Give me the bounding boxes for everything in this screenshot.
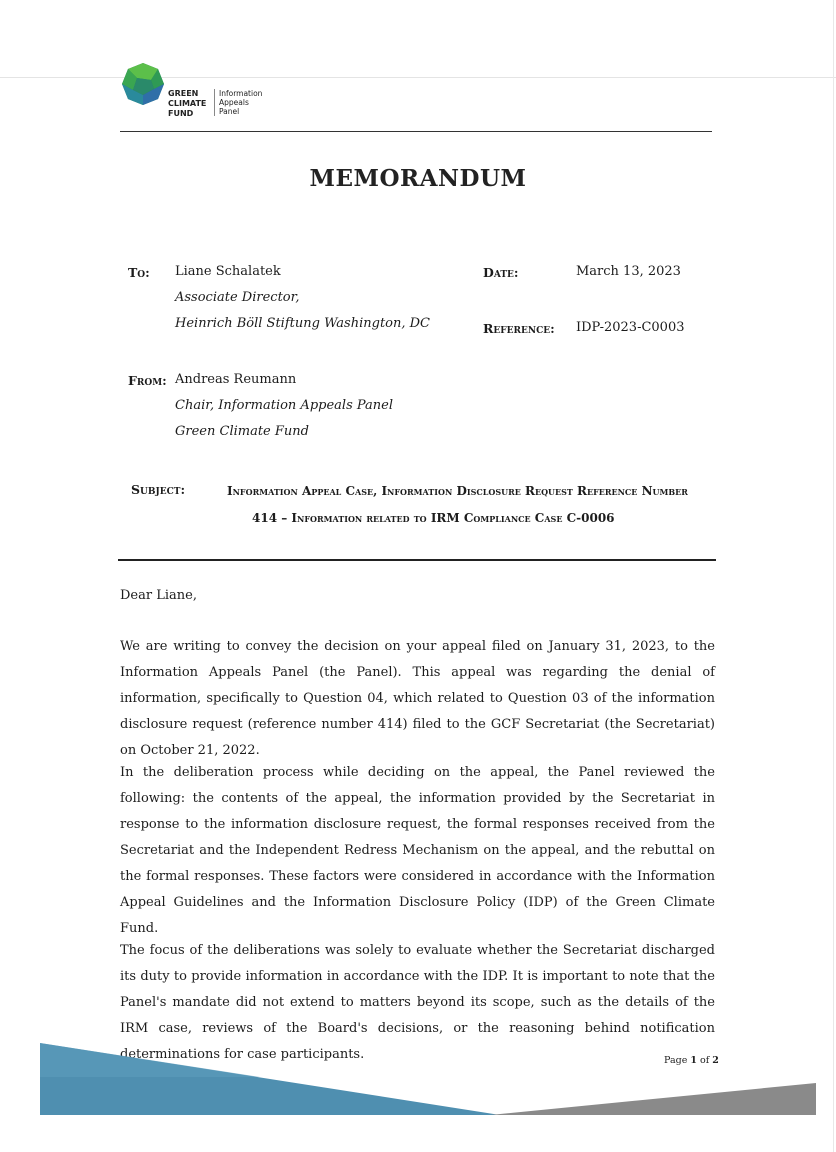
date-value: March 13, 2023 bbox=[576, 264, 681, 279]
subject-line-2: 414 – Information related to IRM Compliance Case C-0006 bbox=[252, 511, 615, 525]
body-paragraph: In the deliberation process while deciding on the appeal, the Panel reviewed the following: the contents of the appeal, the information provided by the Secretariat in response to the information disclosure request, the formal responses received from the Secretariat and the Independent Redress Mechanism on the appeal, and the rebuttal on the formal responses. These factors were considered in accordance with the Information Appeal Guidelines and the Information Disclosure Policy (IDP) of the Green Climate Fund. bbox=[120, 765, 715, 936]
reference-label: Reference: bbox=[483, 321, 555, 336]
globe-logo-icon bbox=[121, 62, 165, 106]
body-paragraph: The focus of the deliberations was solely to evaluate whether the Secretariat discharged its duty to provide information in accordance with the IDP. It is important to note that the Panel's mandate did not extend to matters beyond its scope, such as the details of the IRM case, reviews of the Board's decisions, or the reasoning behind notification determinations for case participants. bbox=[120, 943, 715, 1062]
memo-title: MEMORANDUM bbox=[309, 165, 527, 192]
from-label: From: bbox=[128, 373, 167, 388]
from-organization: Green Climate Fund bbox=[175, 424, 309, 439]
to-block bbox=[175, 259, 430, 337]
subject-text bbox=[227, 478, 737, 532]
logo-separator bbox=[214, 89, 215, 116]
logo-wordmark: GREEN CLIMATE FUND bbox=[168, 89, 207, 118]
to-organization: Heinrich Böll Stiftung Washington, DC bbox=[175, 316, 431, 331]
page-number: Page 1 of 2 bbox=[664, 1055, 719, 1066]
from-block bbox=[175, 367, 393, 445]
from-title: Chair, Information Appeals Panel bbox=[175, 398, 394, 413]
gcf-logo bbox=[121, 62, 321, 118]
from-name: Andreas Reumann bbox=[175, 372, 297, 387]
logo-panel-name: Information Appeals Panel bbox=[219, 89, 263, 116]
subject-label: Subject: bbox=[131, 482, 186, 497]
date-label: Date: bbox=[483, 265, 519, 280]
header-rule bbox=[120, 131, 712, 132]
reference-value: IDP-2023-C0003 bbox=[576, 320, 685, 335]
greeting: Dear Liane, bbox=[120, 588, 197, 603]
body-paragraph: We are writing to convey the decision on your appeal filed on January 31, 2023, to the Information Appeals Panel (the Panel). This appeal was regarding the denial of information, specifically to Question 04, which related to Question 03 of the information disclosure request (reference number 414) filed to the GCF Secretariat (the Secretariat) on October 21, 2022. bbox=[120, 639, 715, 758]
subject-line-1: Information Appeal Case, Information Disclosure Request Reference Number bbox=[227, 484, 688, 498]
footer-banner bbox=[0, 1035, 836, 1125]
subject-rule bbox=[118, 559, 716, 561]
to-title: Associate Director, bbox=[175, 290, 300, 305]
to-label: To: bbox=[128, 265, 150, 280]
to-name: Liane Schalatek bbox=[175, 264, 281, 279]
